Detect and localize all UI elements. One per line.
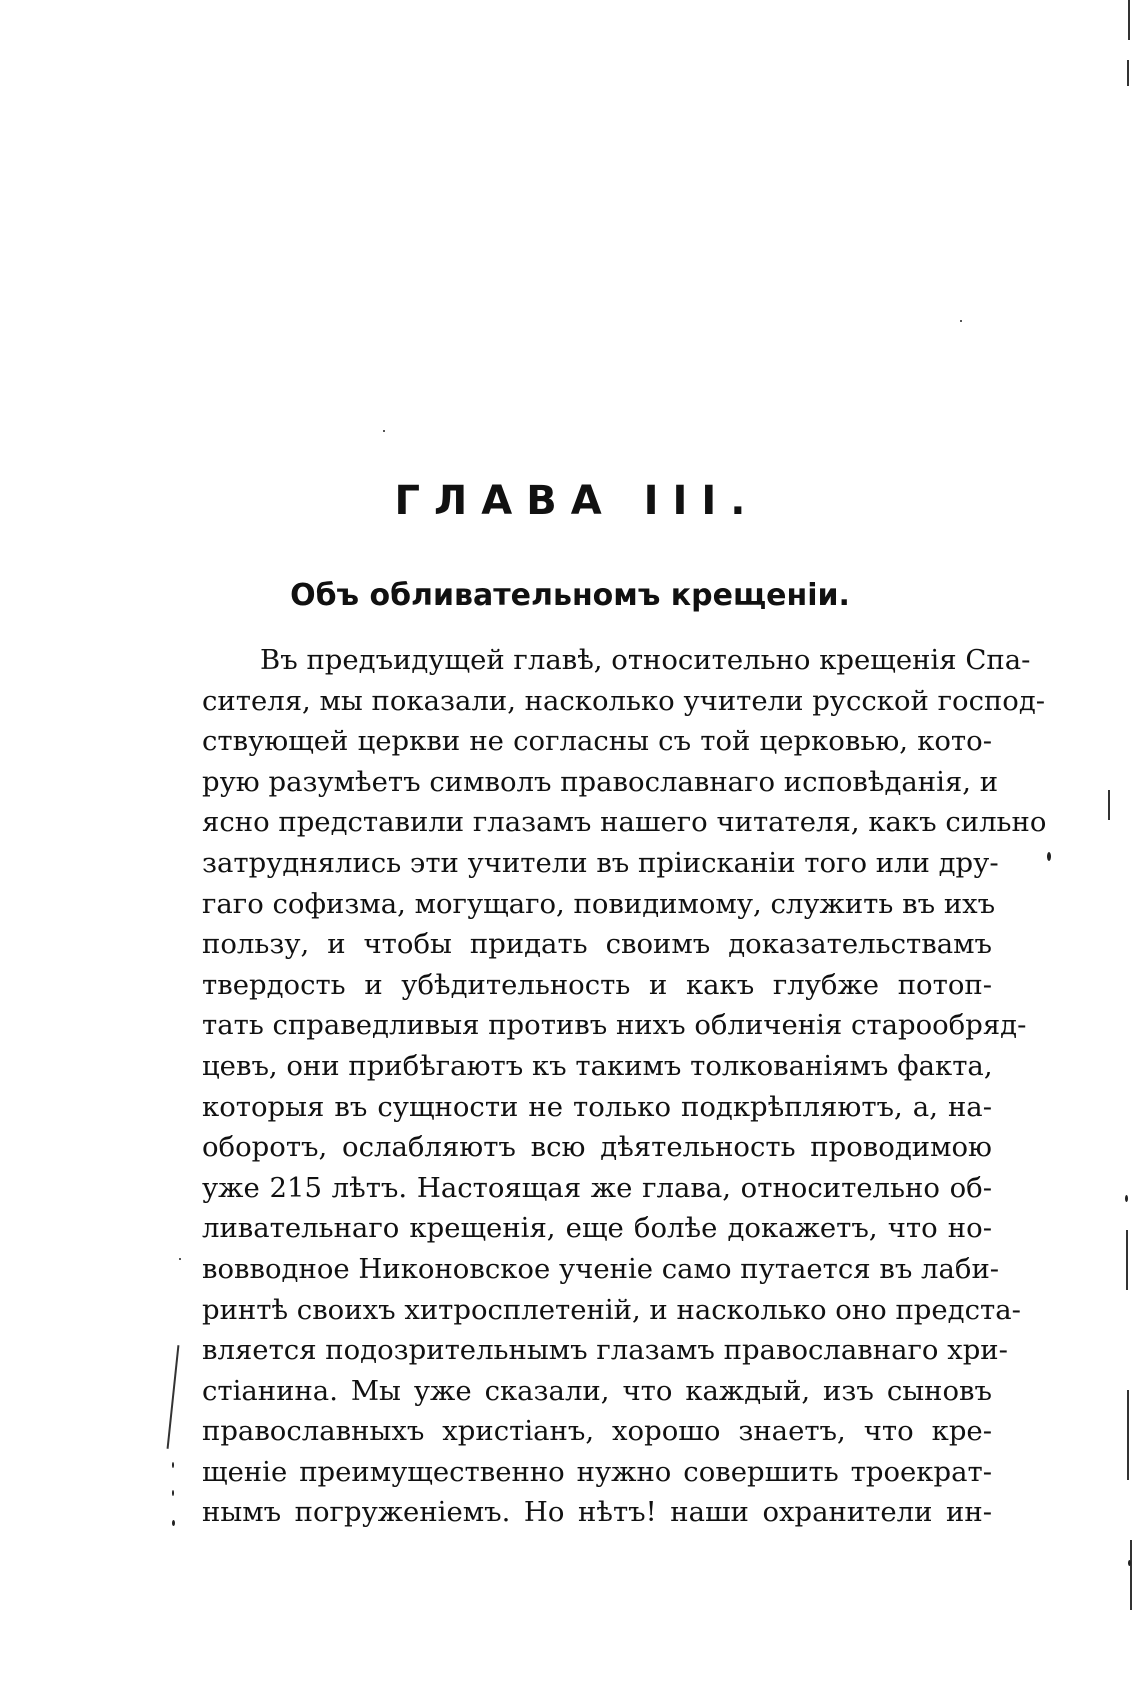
text-line: гаго софизма, могущаго, повидимому, служить въ ихъ bbox=[202, 887, 996, 920]
text-line: вляется подозрительнымъ глазамъ православнаго хри- bbox=[202, 1334, 1008, 1367]
body-text bbox=[202, 640, 1047, 1533]
text-line: рую разумѣетъ символъ православнаго исповѣданія, и bbox=[202, 765, 999, 798]
text-line: нымъ погруженіемъ. Но нѣтъ! наши охранители ин- bbox=[202, 1496, 992, 1529]
text-line: затруднялись эти учители въ пріисканіи того или дру- bbox=[202, 846, 999, 879]
scan-speck bbox=[172, 1462, 174, 1468]
text-line: сителя, мы показали, насколько учители русской господ- bbox=[202, 684, 1046, 717]
margin-pencil-line bbox=[167, 1345, 180, 1449]
text-line: Въ предъидущей главѣ, относительно крещенія Спа- bbox=[260, 644, 1031, 676]
scan-edge-mark bbox=[1127, 1390, 1129, 1480]
chapter-title: ГЛАВА III. bbox=[394, 478, 760, 524]
text-line: ствующей церкви не согласны съ той церковью, кото- bbox=[202, 725, 992, 758]
scan-speck bbox=[1047, 852, 1051, 861]
text-line: ливательнаго крещенія, еще болѣе докажетъ, что но- bbox=[202, 1212, 992, 1245]
scan-edge-mark bbox=[1126, 1230, 1128, 1290]
text-line: вовводное Никоновское ученіе само путается въ лаби- bbox=[202, 1252, 1000, 1285]
text-line: тать справедливыя противъ нихъ обличенія старообряд- bbox=[202, 1009, 1027, 1042]
text-line: щеніе преимущественно нужно совершить троекрат- bbox=[202, 1455, 992, 1488]
scan-speck bbox=[172, 1520, 175, 1526]
scan-edge-mark bbox=[1108, 790, 1110, 820]
scan-edge-mark bbox=[1128, 0, 1130, 40]
text-line: цевъ, они прибѣгаютъ къ такимъ толкованіямъ факта, bbox=[202, 1049, 993, 1082]
scan-speck bbox=[1125, 1195, 1128, 1202]
text-line: ясно представили глазамъ нашего читателя, какъ сильно bbox=[202, 806, 1047, 839]
text-line: ринтѣ своихъ хитросплетеній, и насколько оно предста- bbox=[202, 1293, 1021, 1326]
text-line: твердость и убѣдительность и какъ глубже потоп- bbox=[202, 968, 992, 1001]
text-line: которыя въ сущности не только подкрѣпляютъ, а, на- bbox=[202, 1090, 992, 1123]
text-line: пользу, и чтобы придать своимъ доказательствамъ bbox=[202, 928, 992, 961]
scan-speck bbox=[1128, 1560, 1131, 1566]
scan-speck bbox=[383, 430, 385, 432]
chapter-subtitle: Объ обливательномъ крещеніи. bbox=[290, 578, 850, 613]
text-line: оборотъ, ослабляютъ всю дѣятельность проводимою bbox=[202, 1131, 992, 1164]
scan-edge-mark bbox=[1130, 1540, 1132, 1610]
text-line: стіанина. Мы уже сказали, что каждый, изъ сыновъ bbox=[202, 1374, 992, 1407]
scan-speck bbox=[179, 1258, 181, 1260]
text-line: уже 215 лѣтъ. Настоящая же глава, относительно об- bbox=[202, 1171, 992, 1204]
scan-edge-mark bbox=[1127, 60, 1129, 86]
scan-speck bbox=[172, 1490, 174, 1496]
text-line: православныхъ христіанъ, хорошо знаетъ, что кре- bbox=[202, 1415, 992, 1448]
scan-speck bbox=[960, 320, 962, 322]
